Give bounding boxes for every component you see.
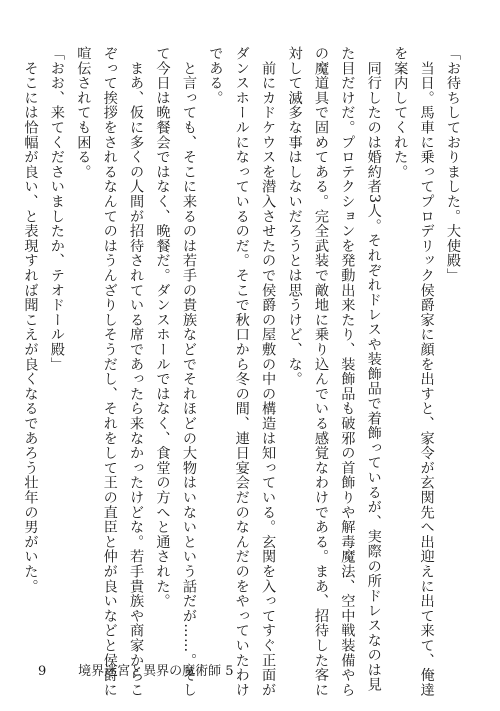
text-line: そこには恰幅が良い、と表現すれば聞こえが良くなるであろう壮年の男がいた。	[22, 46, 39, 594]
text-line: 喧伝されても困る。	[75, 46, 92, 180]
text-line: と言っても、そこに来るのは若手の貴族などでそれほどの大物はいないという話だが……。そし	[180, 46, 197, 698]
text-line: まあ、仮に多くの人間が招待されている席であったら来なかったけどな。若手貴族や商家からこ	[128, 46, 145, 698]
text-line: 対して滅多な事はしないだろうとは思うけど、な。	[286, 46, 303, 387]
text-line: 同行したのは婚約者3人。それぞれドレスや装飾品で着飾っているが、実際の所ドレスなのは見	[365, 46, 382, 693]
book-title: 境界迷宮と異界の魔術師 5	[78, 664, 234, 679]
text-line: ぞって挨拶をされるなんてのはうんざりしそうだし、それをして王の直臣と仲が良いなどと侯爵に	[101, 46, 118, 698]
page-number: 9	[38, 664, 47, 679]
text-line: を案内してくれた。	[392, 46, 409, 180]
text-line: 前にカドケウスを潜入させたので侯爵の屋敷の中の構造は知っている。玄関を入ってすぐ正面が	[260, 46, 277, 698]
text-line: 「おお、来てくださいましたか、テオドール殿」	[48, 46, 65, 372]
text-line: の魔道具で固めてある。完全武装で敵地に乗り込んでいる感覚なわけである。まあ、招待した客に	[312, 46, 329, 698]
text-line: 「お待ちしておりました。大使殿」	[445, 46, 461, 283]
text-line: た目だけだ。プロテクションを発動出来たり、装飾品も破邪の首飾りや解毒魔法、空中戦装備やら	[339, 46, 356, 698]
text-line: である。	[207, 46, 224, 106]
text-line: 当日。馬車に乗ってプロデリック侯爵家に顔を出すと、家令が玄関先へ出迎えに出て来て、俺達	[418, 46, 435, 698]
text-line: ダンスホールになっているのだ。そこで秋口から冬の間、連日宴会だのなんだのをやっていたわけ	[233, 46, 250, 698]
page-footer	[38, 660, 234, 679]
text-line: て今日は晩餐会ではなく、晩餐だ。ダンスホールではなく、食堂の方へと通された。	[154, 46, 171, 609]
